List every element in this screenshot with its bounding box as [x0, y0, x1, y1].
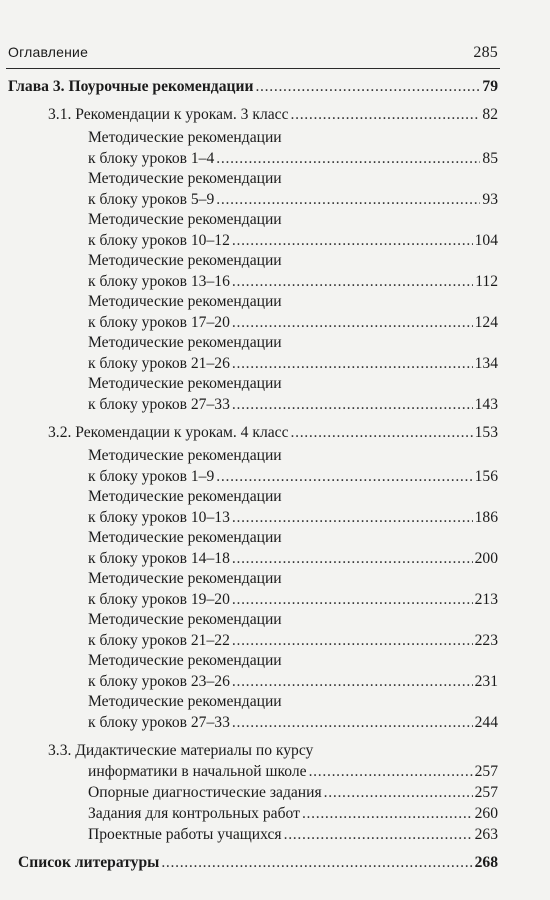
- toc-page: 156: [474, 468, 498, 485]
- section-number: 3.2.: [48, 424, 72, 441]
- toc-item-line1: Методические рекомендации: [88, 488, 282, 505]
- toc-item-line2: к блоку уроков 13–16: [88, 273, 230, 290]
- leader-dots: [232, 353, 473, 375]
- toc-page: 213: [474, 591, 498, 608]
- toc-page: 82: [482, 106, 498, 123]
- toc-item[interactable]: [88, 782, 498, 804]
- toc-item-line2: к блоку уроков 27–33: [88, 714, 230, 731]
- section-title-line2: информатики в начальной школе: [88, 763, 307, 780]
- toc-page: 93: [482, 191, 498, 208]
- toc-item-line2: к блоку уроков 19–20: [88, 591, 230, 608]
- toc-page: 186: [474, 509, 498, 526]
- toc-item-line1: Методические рекомендации: [88, 129, 282, 146]
- leader-dots: [232, 271, 473, 293]
- toc-item-title: Задания для контрольных работ: [88, 805, 300, 822]
- toc-item-line1: Методические рекомендации: [88, 293, 282, 310]
- chapter-label: Глава 3.: [8, 78, 65, 95]
- toc-item-line1: Методические рекомендации: [88, 693, 282, 710]
- toc-page: 223: [474, 632, 498, 649]
- bibliography-title: Список литературы: [18, 854, 160, 871]
- toc-page: 104: [474, 232, 498, 249]
- toc-item-line1: Методические рекомендации: [88, 529, 282, 546]
- toc-item-line2: к блоку уроков 17–20: [88, 314, 230, 331]
- toc-item[interactable]: [88, 803, 498, 825]
- toc-chapter-3[interactable]: [8, 76, 498, 98]
- leader-dots: [232, 507, 473, 529]
- leader-dots: [291, 104, 481, 126]
- toc-item-line2: к блоку уроков 27–33: [88, 396, 230, 413]
- toc-page: 112: [475, 273, 498, 290]
- toc-page: 79: [482, 78, 498, 95]
- header-rule: [6, 68, 500, 69]
- toc-section-3-2[interactable]: [48, 422, 498, 444]
- section-number: 3.1.: [48, 106, 72, 123]
- toc-page: 153: [474, 424, 498, 441]
- toc-item-line2: к блоку уроков 21–26: [88, 355, 230, 372]
- toc-item-line1: Методические рекомендации: [88, 570, 282, 587]
- leader-dots: [216, 148, 480, 170]
- toc-item[interactable]: [88, 824, 498, 846]
- toc-item-line2: к блоку уроков 1–9: [88, 468, 215, 485]
- toc-item-line1: Методические рекомендации: [88, 375, 282, 392]
- toc-item-title: Проектные работы учащихся: [88, 826, 282, 843]
- toc-item-line2: к блоку уроков 14–18: [88, 550, 230, 567]
- leader-dots: [216, 189, 480, 211]
- toc-item-line2: к блоку уроков 10–12: [88, 232, 230, 249]
- toc-item-line2: к блоку уроков 5–9: [88, 191, 215, 208]
- leader-dots: [284, 824, 473, 846]
- leader-dots: [232, 589, 473, 611]
- toc-item-line1: Методические рекомендации: [88, 170, 282, 187]
- toc-page: 244: [474, 714, 498, 731]
- toc-page: 263: [474, 826, 498, 843]
- toc-item-line1: Методические рекомендации: [88, 611, 282, 628]
- toc-item-line1: Методические рекомендации: [88, 652, 282, 669]
- toc-page: 200: [474, 550, 498, 567]
- leader-dots: [324, 782, 473, 804]
- leader-dots: [232, 548, 473, 570]
- toc-bibliography[interactable]: [18, 852, 498, 874]
- leader-dots: [309, 761, 473, 783]
- section-title: Рекомендации к урокам. 3 класс: [75, 106, 289, 123]
- toc-page: 257: [474, 784, 498, 801]
- toc-page: 231: [474, 673, 498, 690]
- running-head-title: Оглавление: [8, 44, 89, 60]
- leader-dots: [216, 466, 472, 488]
- page-number: 285: [473, 44, 498, 61]
- section-title: Рекомендации к урокам. 4 класс: [75, 424, 289, 441]
- running-head: [8, 44, 498, 60]
- section-title-line1: Дидактические материалы по курсу: [75, 742, 314, 759]
- leader-dots: [302, 803, 473, 825]
- leader-dots: [232, 712, 473, 734]
- toc-page: 268: [474, 854, 498, 871]
- toc-item-line2: к блоку уроков 23–26: [88, 673, 230, 690]
- toc-item-line1: Методические рекомендации: [88, 447, 282, 464]
- toc-item-line2: к блоку уроков 21–22: [88, 632, 230, 649]
- leader-dots: [232, 230, 473, 252]
- toc-page: 134: [474, 355, 498, 372]
- section-number: 3.3.: [48, 742, 72, 759]
- toc-page: 260: [474, 805, 498, 822]
- toc-page: 124: [474, 314, 498, 331]
- toc-page: 257: [474, 763, 498, 780]
- leader-dots: [232, 671, 473, 693]
- leader-dots: [232, 312, 473, 334]
- toc-item-line1: Методические рекомендации: [88, 211, 282, 228]
- leader-dots: [161, 852, 472, 874]
- chapter-title: Поурочные рекомендации: [68, 78, 254, 95]
- toc-item-line1: Методические рекомендации: [88, 252, 282, 269]
- toc-item-line1: Методические рекомендации: [88, 334, 282, 351]
- toc-item-title: Опорные диагностические задания: [88, 784, 322, 801]
- leader-dots: [232, 630, 473, 652]
- leader-dots: [291, 422, 473, 444]
- leader-dots: [255, 76, 480, 98]
- toc-page: 85: [482, 150, 498, 167]
- toc-item-line2: к блоку уроков 10–13: [88, 509, 230, 526]
- toc-section-3-1[interactable]: [48, 104, 498, 126]
- toc-item-line2: к блоку уроков 1–4: [88, 150, 215, 167]
- leader-dots: [232, 394, 473, 416]
- toc-page: 143: [474, 396, 498, 413]
